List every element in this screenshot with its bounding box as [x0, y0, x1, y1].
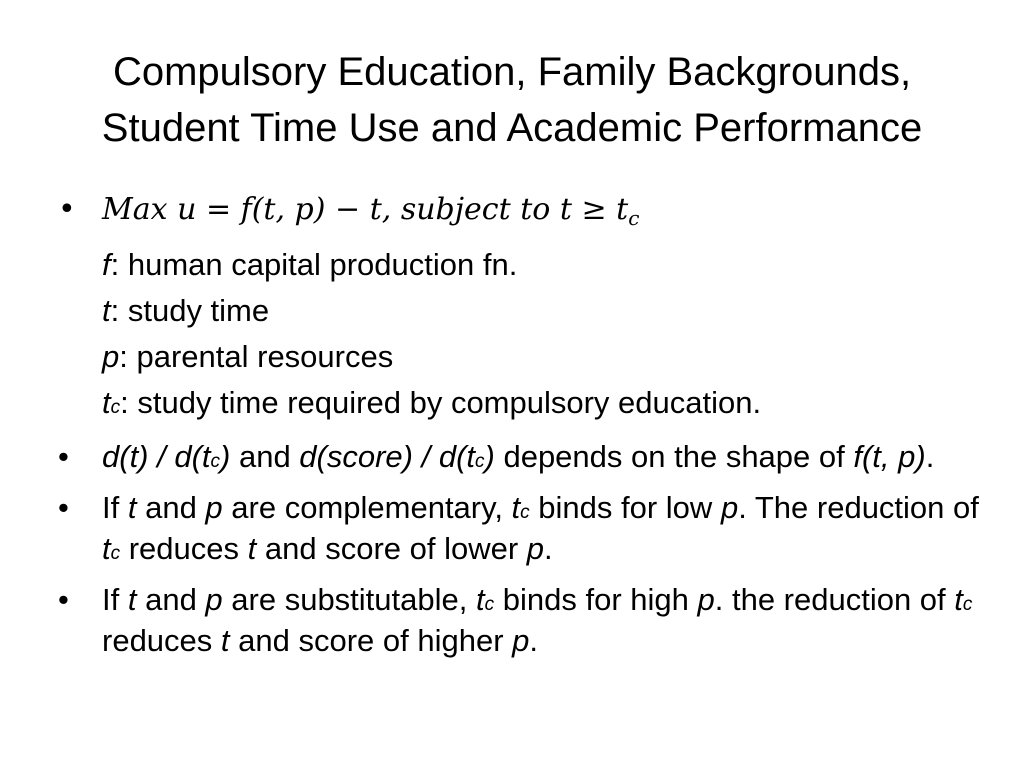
bullet-marker: • [58, 490, 69, 525]
bullet-derivatives [58, 439, 988, 480]
bullet-list [58, 190, 988, 659]
text-segment: are complementary, [222, 490, 512, 525]
math-tc-sub: c [628, 206, 640, 230]
math-geq: ≥ [571, 192, 617, 227]
deriv-t-sub: c [210, 451, 221, 472]
def-text: : parental resources [119, 339, 394, 374]
bullet-optimization [58, 190, 988, 238]
text-segment: If [102, 490, 128, 525]
definition-f [58, 242, 988, 288]
slide-title [40, 44, 984, 156]
var-p: p [697, 582, 715, 617]
def-symbol: p [102, 339, 120, 374]
text-segment: reduces [120, 531, 248, 566]
text-segment: and score of higher [229, 623, 513, 658]
function-text: f(t, p) [853, 439, 926, 474]
var-tc-sub: c [110, 543, 121, 564]
math-t2: t [559, 192, 572, 227]
var-tc-sub: c [962, 594, 973, 615]
var-p: p [512, 623, 530, 658]
def-text: : human capital production fn. [110, 247, 518, 282]
deriv-score-close: ) [484, 439, 495, 474]
math-tc: t [616, 192, 629, 227]
def-text: : study time required by compulsory education. [120, 385, 762, 420]
title-line-2: Student Time Use and Academic Performance [101, 106, 923, 150]
period: . [544, 531, 553, 566]
var-t: t [247, 531, 257, 566]
var-p: p [205, 582, 223, 617]
def-symbol-sub: c [110, 397, 121, 418]
math-subject: , subject to [381, 192, 560, 227]
text-segment: . The reduction of [738, 490, 979, 525]
bullet-marker: • [58, 192, 76, 227]
deriv-t-close: ) [220, 439, 231, 474]
bullet-complementary [58, 490, 988, 572]
text-segment: and [136, 490, 206, 525]
bullet-marker: • [58, 582, 69, 617]
text-segment: binds for high [494, 582, 698, 617]
period: . [529, 623, 539, 658]
var-tc: t [476, 582, 485, 617]
deriv-score-sub: c [475, 451, 485, 472]
deriv-t-part: d(t) / d(t [102, 439, 211, 474]
text-segment: reduces [102, 623, 221, 658]
math-f-of: f(t, p) [240, 192, 326, 227]
var-p: p [526, 531, 545, 566]
definition-p [58, 334, 988, 380]
definition-tc [58, 380, 988, 431]
def-symbol: t [102, 293, 111, 328]
var-tc: t [102, 531, 111, 566]
var-t: t [220, 623, 230, 658]
text-segment: If [102, 582, 128, 617]
title-line-1: Compulsory Education, Family Backgrounds, [112, 50, 912, 94]
definition-t [58, 288, 988, 334]
math-u: u [177, 192, 197, 227]
var-tc-sub: c [484, 594, 495, 615]
var-tc: t [511, 490, 521, 525]
text-segment: are substitutable, [222, 582, 476, 617]
math-minus: − [325, 192, 370, 227]
var-tc: t [954, 582, 963, 617]
period: . [925, 439, 935, 474]
var-p: p [205, 490, 223, 525]
text-segment: and score of lower [256, 531, 527, 566]
math-t: t [369, 192, 382, 227]
var-tc-sub: c [520, 502, 530, 523]
text-segment: binds for low [529, 490, 721, 525]
def-symbol: f [102, 247, 111, 282]
def-text: : study time [110, 293, 270, 328]
math-eq: = [196, 192, 241, 227]
bullet-marker: • [58, 439, 69, 474]
var-t: t [127, 582, 137, 617]
text-segment: and [136, 582, 206, 617]
shape-text: depends on the shape of [494, 439, 854, 474]
text-segment: . the reduction of [714, 582, 955, 617]
bullet-substitutable [58, 582, 988, 659]
math-max: Max [102, 192, 168, 227]
def-symbol: t [102, 385, 111, 420]
var-t: t [127, 490, 137, 525]
var-p: p [720, 490, 739, 525]
deriv-score-part: d(score) / d(t [299, 439, 476, 474]
and-text: and [230, 439, 300, 474]
